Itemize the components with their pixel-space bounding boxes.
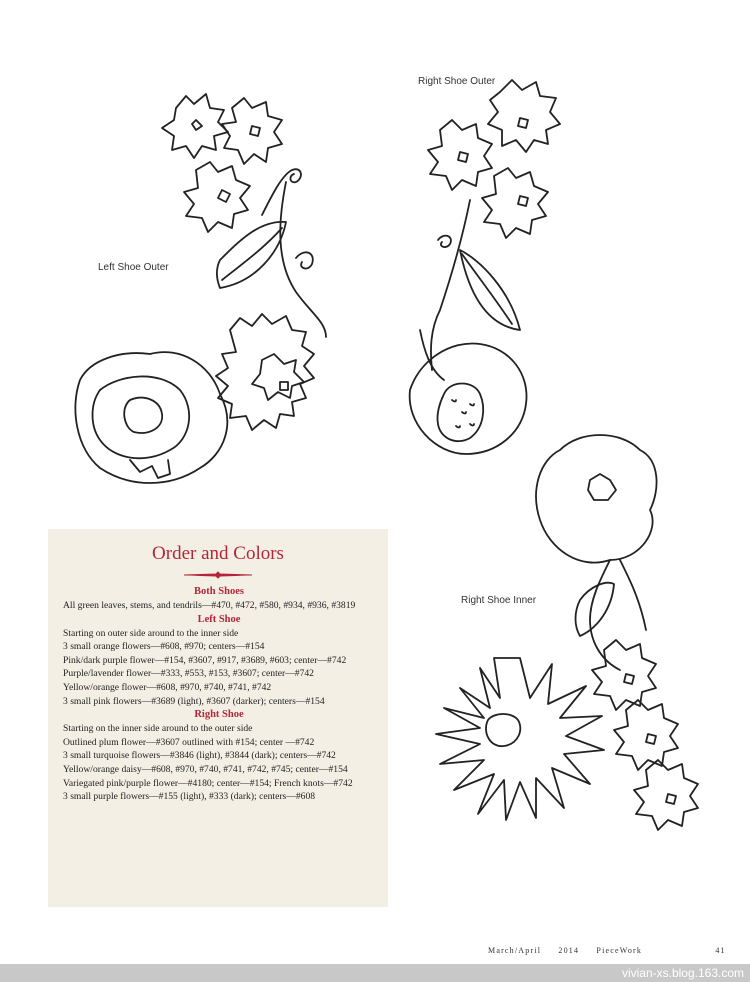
ornament-divider [182,571,254,579]
left-line: Pink/dark purple flower—#154, #3607, #917, #3689, #603; center—#742 [63,654,347,666]
right-line: 3 small turquoise flowers—#3846 (light), #3844 (dark); centers—#742 [63,750,336,762]
right-shoe-outer-label: Right Shoe Outer [418,76,496,87]
right-shoe-outer-drawing [410,80,560,454]
left-line: Purple/lavender flower—#333, #553, #153, #3607; center—#742 [63,668,314,680]
order-and-colors-box [48,529,388,907]
right-shoe-heading: Right Shoe [194,709,244,721]
right-line: Outlined plum flower—#3607 outlined with #154; center —#742 [63,736,315,748]
right-shoe-inner-drawing [436,435,698,830]
left-line: 3 small pink flowers—#3689 (light), #3607 (darker); centers—#154 [63,695,325,707]
both-shoes-line: All green leaves, stems, and tendrils—#470, #472, #580, #934, #936, #3819 [63,600,356,611]
page-footer [488,946,740,955]
right-line: Starting on the inner side around to the outer side [63,723,253,735]
left-shoe-outer-label: Left Shoe Outer [98,262,169,273]
left-line: Starting on outer side around to the inner side [63,627,239,639]
box-title: Order and Colors [152,543,284,564]
both-shoes-heading: Both Shoes [194,586,244,597]
left-line: 3 small orange flowers—#608, #970; centers—#154 [63,641,265,653]
right-line: Yellow/orange daisy—#608, #970, #740, #741, #742, #745; center—#154 [63,763,348,775]
left-shoe-outer-drawing [75,94,326,483]
footer-issue: March/April [488,946,542,955]
footer-page-number: 41 [715,946,726,955]
footer-magazine: PieceWork [596,946,643,955]
right-shoe-inner-label: Right Shoe Inner [461,595,537,606]
left-line: Yellow/orange flower—#608, #970, #740, #741, #742 [63,681,272,693]
watermark-text: vivian-xs.blog.163.com [621,966,744,980]
right-line: Variegated pink/purple flower—#4180; center—#154; French knots—#742 [63,777,353,789]
footer-year: 2014 [558,946,580,955]
box-body [63,585,375,804]
right-line: 3 small purple flowers—#155 (light), #333 (dark); centers—#608 [63,791,316,803]
watermark-bar [0,964,750,982]
left-shoe-heading: Left Shoe [197,613,241,625]
